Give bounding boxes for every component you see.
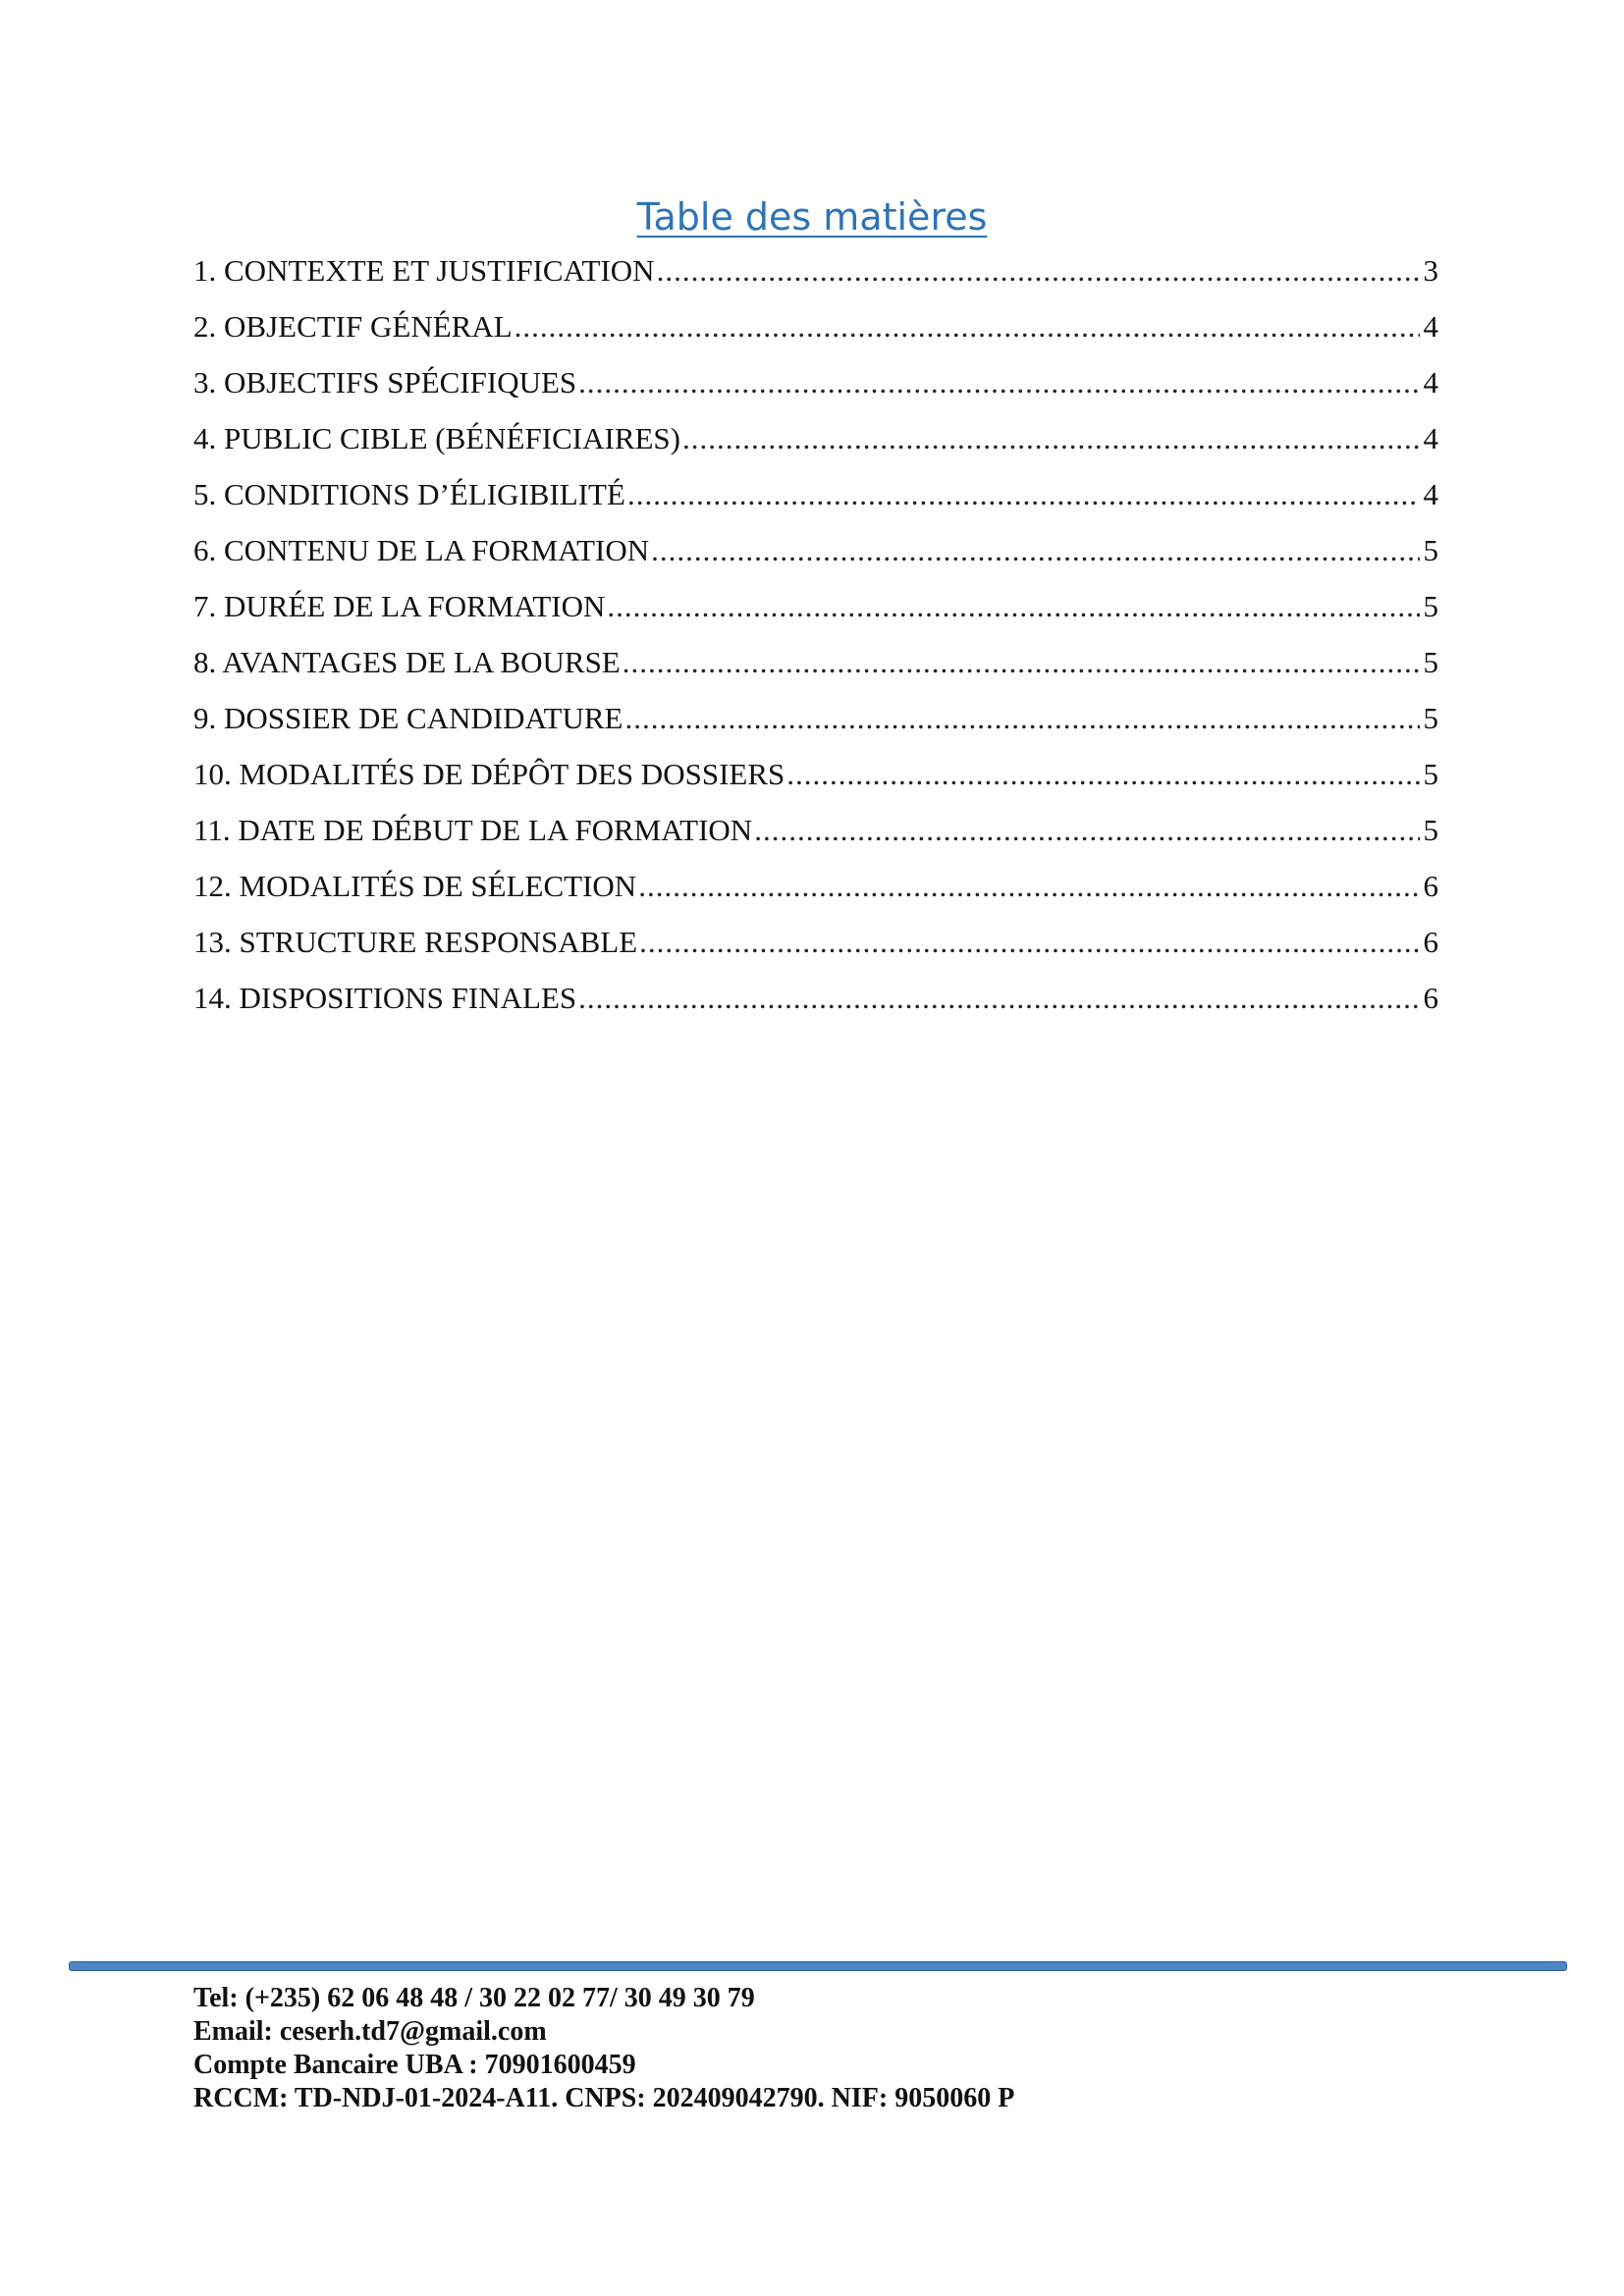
- footer-email: Email: ceserh.td7@gmail.com: [193, 2016, 547, 2047]
- toc-dot-leader: [657, 249, 1420, 293]
- toc-entry-page: 3: [1423, 253, 1438, 288]
- toc-entry-label: 3. OBJECTIFS SPÉCIFIQUES: [193, 365, 577, 400]
- toc-dot-leader: [578, 361, 1419, 404]
- toc-entry-label: 1. CONTEXTE ET JUSTIFICATION: [193, 253, 655, 288]
- toc-dot-leader: [514, 305, 1420, 348]
- toc-entry[interactable]: [193, 585, 1438, 641]
- toc-entry[interactable]: [193, 697, 1438, 753]
- toc-entry[interactable]: [193, 305, 1438, 361]
- toc-dot-leader: [754, 809, 1419, 852]
- toc-entry-label: 14. DISPOSITIONS FINALES: [193, 981, 577, 1015]
- table-of-contents: [193, 249, 1438, 1033]
- toc-dot-leader: [638, 865, 1419, 908]
- toc-entry[interactable]: [193, 865, 1438, 921]
- toc-dot-leader: [682, 417, 1420, 460]
- toc-entry[interactable]: [193, 473, 1438, 529]
- toc-dot-leader: [623, 641, 1420, 684]
- toc-entry-page: 5: [1423, 533, 1438, 567]
- toc-entry[interactable]: [193, 921, 1438, 977]
- toc-entry-page: 6: [1423, 925, 1438, 959]
- footer-registry-info: RCCM: TD-NDJ-01-2024-A11. CNPS: 202409042790. NIF: 9050060 P: [193, 2083, 1015, 2113]
- toc-entry-label: 7. DURÉE DE LA FORMATION: [193, 589, 606, 623]
- footer-divider: [69, 1961, 1567, 1971]
- toc-entry-label: 10. MODALITÉS DE DÉPÔT DES DOSSIERS: [193, 757, 785, 791]
- toc-entry[interactable]: [193, 361, 1438, 417]
- toc-entry-label: 12. MODALITÉS DE SÉLECTION: [193, 869, 637, 903]
- toc-entry-label: 13. STRUCTURE RESPONSABLE: [193, 925, 638, 959]
- toc-dot-leader: [651, 529, 1419, 572]
- toc-entry[interactable]: [193, 977, 1438, 1033]
- toc-entry-label: 2. OBJECTIF GÉNÉRAL: [193, 309, 513, 344]
- toc-entry[interactable]: [193, 417, 1438, 473]
- toc-entry-page: 5: [1423, 757, 1438, 791]
- toc-dot-leader: [607, 585, 1419, 628]
- toc-title: Table des matières: [636, 195, 988, 239]
- toc-entry-page: 5: [1423, 589, 1438, 623]
- toc-dot-leader: [639, 921, 1419, 964]
- toc-entry-label: 4. PUBLIC CIBLE (BÉNÉFICIAIRES): [193, 421, 680, 455]
- toc-entry-page: 5: [1423, 645, 1438, 679]
- toc-entry-page: 6: [1423, 869, 1438, 903]
- toc-entry-page: 5: [1423, 701, 1438, 735]
- toc-entry[interactable]: [193, 249, 1438, 305]
- toc-entry-label: 8. AVANTAGES DE LA BOURSE: [193, 645, 621, 679]
- toc-entry-label: 9. DOSSIER DE CANDIDATURE: [193, 701, 623, 735]
- toc-entry[interactable]: [193, 753, 1438, 809]
- toc-entry-page: 4: [1423, 309, 1438, 344]
- toc-dot-leader: [624, 697, 1419, 740]
- footer-bank-account: Compte Bancaire UBA : 70901600459: [193, 2050, 636, 2080]
- toc-entry-page: 4: [1423, 421, 1438, 455]
- toc-dot-leader: [627, 473, 1420, 516]
- toc-entry[interactable]: [193, 809, 1438, 865]
- toc-dot-leader: [578, 977, 1419, 1020]
- toc-entry-label: 6. CONTENU DE LA FORMATION: [193, 533, 650, 567]
- toc-entry-page: 4: [1423, 365, 1438, 400]
- toc-entry-page: 4: [1423, 477, 1438, 511]
- footer-contact-block: [193, 1982, 1470, 2115]
- toc-dot-leader: [786, 753, 1419, 796]
- toc-entry-label: 5. CONDITIONS D’ÉLIGIBILITÉ: [193, 477, 625, 511]
- toc-entry[interactable]: [193, 641, 1438, 697]
- toc-entry-page: 6: [1423, 981, 1438, 1015]
- footer-phone: Tel: (+235) 62 06 48 48 / 30 22 02 77/ 30 49 30 79: [193, 1983, 755, 2013]
- toc-entry-label: 11. DATE DE DÉBUT DE LA FORMATION: [193, 813, 753, 847]
- toc-entry-page: 5: [1423, 813, 1438, 847]
- toc-entry[interactable]: [193, 529, 1438, 585]
